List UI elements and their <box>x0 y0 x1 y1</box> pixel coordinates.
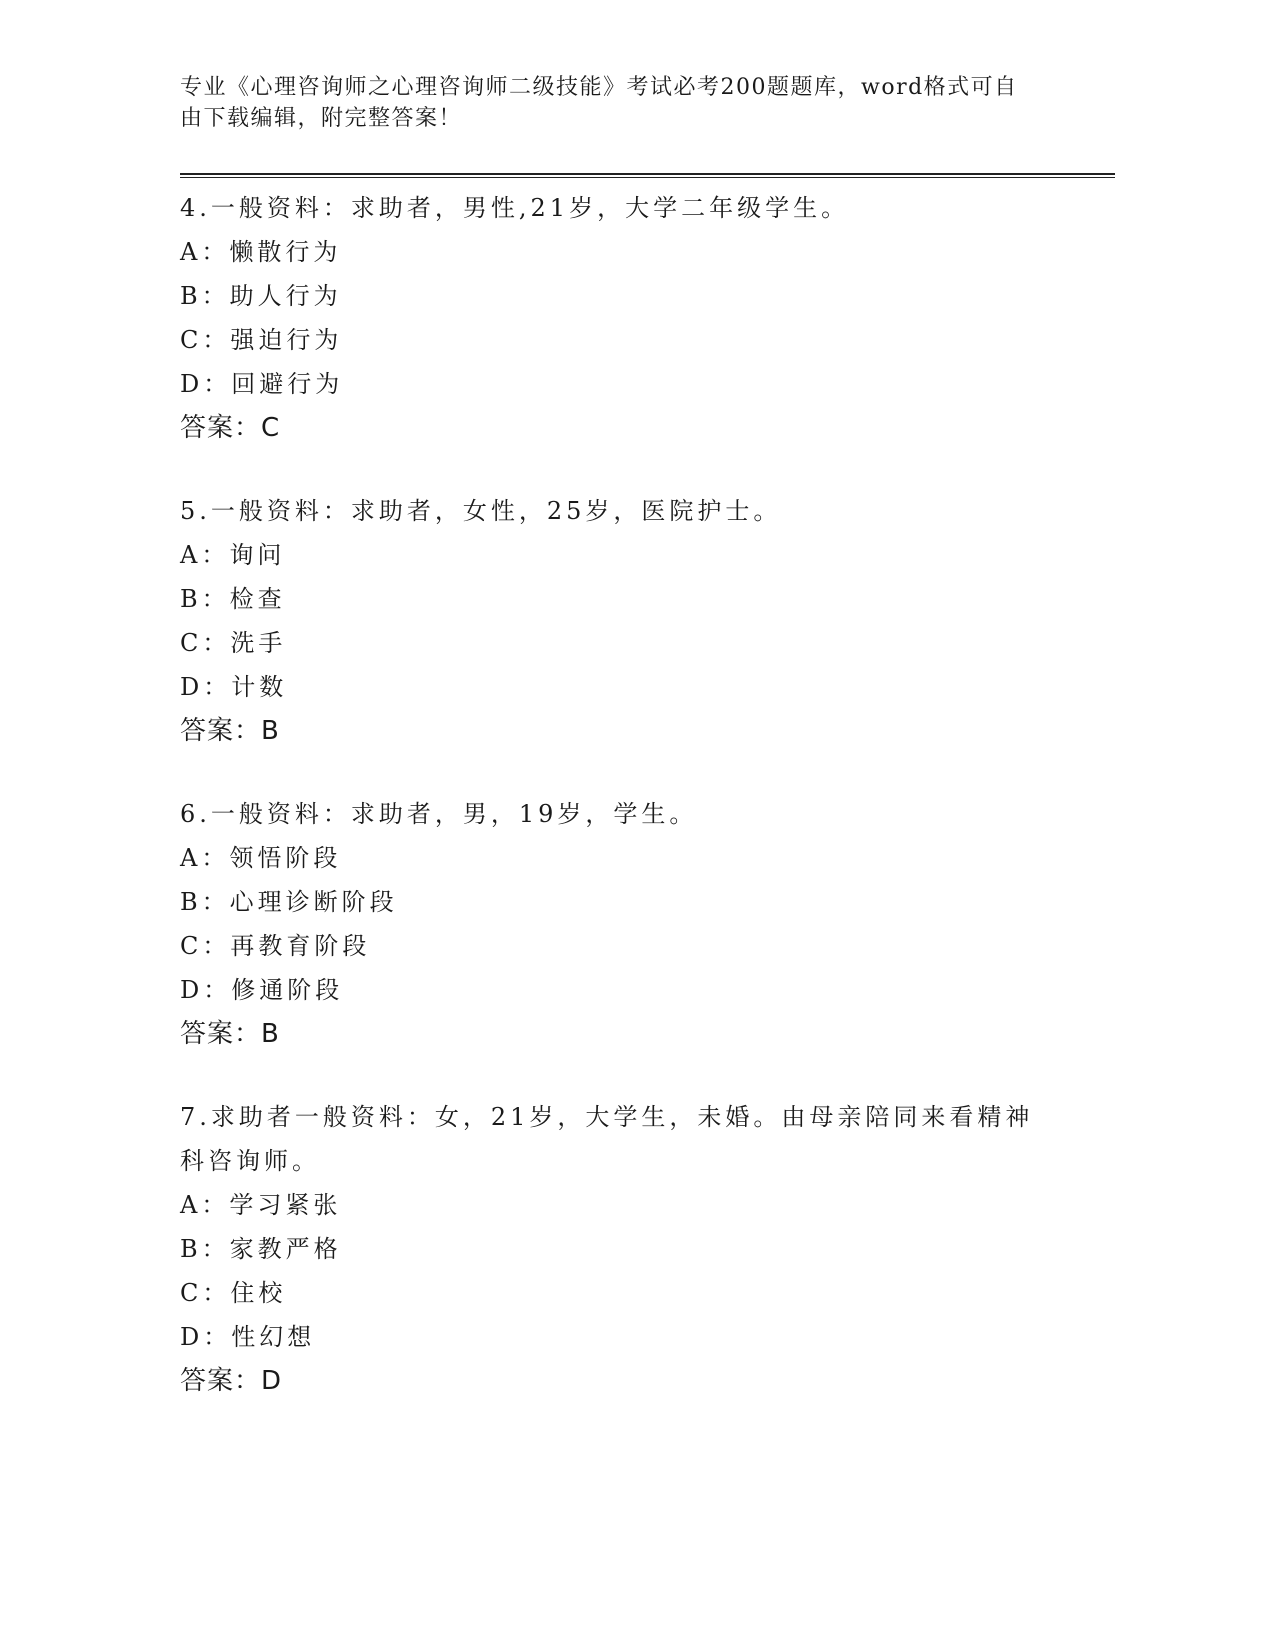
option-d: D：性幻想 <box>180 1323 316 1351</box>
header-divider <box>180 173 1115 178</box>
question-5 <box>180 489 1040 753</box>
answer-label: 答案：B <box>180 1019 280 1049</box>
option-c: C：强迫行为 <box>180 326 343 354</box>
option-b: B：助人行为 <box>180 282 342 310</box>
answer-label: 答案：C <box>180 413 281 443</box>
question-stem: 7.求助者一般资料：女，21岁，大学生，未婚。由母亲陪同来看精神科咨询师。 <box>180 1103 1034 1175</box>
option-c: C：洗手 <box>180 629 287 657</box>
answer-label: 答案：B <box>180 716 280 746</box>
option-a: A：学习紧张 <box>180 1191 342 1219</box>
option-b: B：心理诊断阶段 <box>180 888 398 916</box>
document-header: 专业《心理咨询师之心理咨询师二级技能》考试必考200题题库，word格式可自由下载编辑，附完整答案！ <box>180 75 1018 131</box>
question-stem: 4.一般资料：求助者，男性,21岁，大学二年级学生。 <box>180 194 850 222</box>
question-6 <box>180 792 1040 1056</box>
question-list <box>180 186 1040 1442</box>
option-b: B：检查 <box>180 585 286 613</box>
option-d: D：回避行为 <box>180 370 344 398</box>
answer-label: 答案：D <box>180 1366 283 1396</box>
question-stem: 6.一般资料：求助者，男，19岁，学生。 <box>180 800 698 828</box>
question-7 <box>180 1095 1040 1403</box>
option-a: A：领悟阶段 <box>180 844 342 872</box>
question-stem: 5.一般资料：求助者，女性，25岁，医院护士。 <box>180 497 782 525</box>
option-b: B：家教严格 <box>180 1235 342 1263</box>
option-a: A：询问 <box>180 541 286 569</box>
option-d: D：计数 <box>180 673 288 701</box>
option-c: C：再教育阶段 <box>180 932 371 960</box>
option-d: D：修通阶段 <box>180 976 344 1004</box>
question-4 <box>180 186 1040 450</box>
option-a: A：懒散行为 <box>180 238 342 266</box>
option-c: C：住校 <box>180 1279 287 1307</box>
